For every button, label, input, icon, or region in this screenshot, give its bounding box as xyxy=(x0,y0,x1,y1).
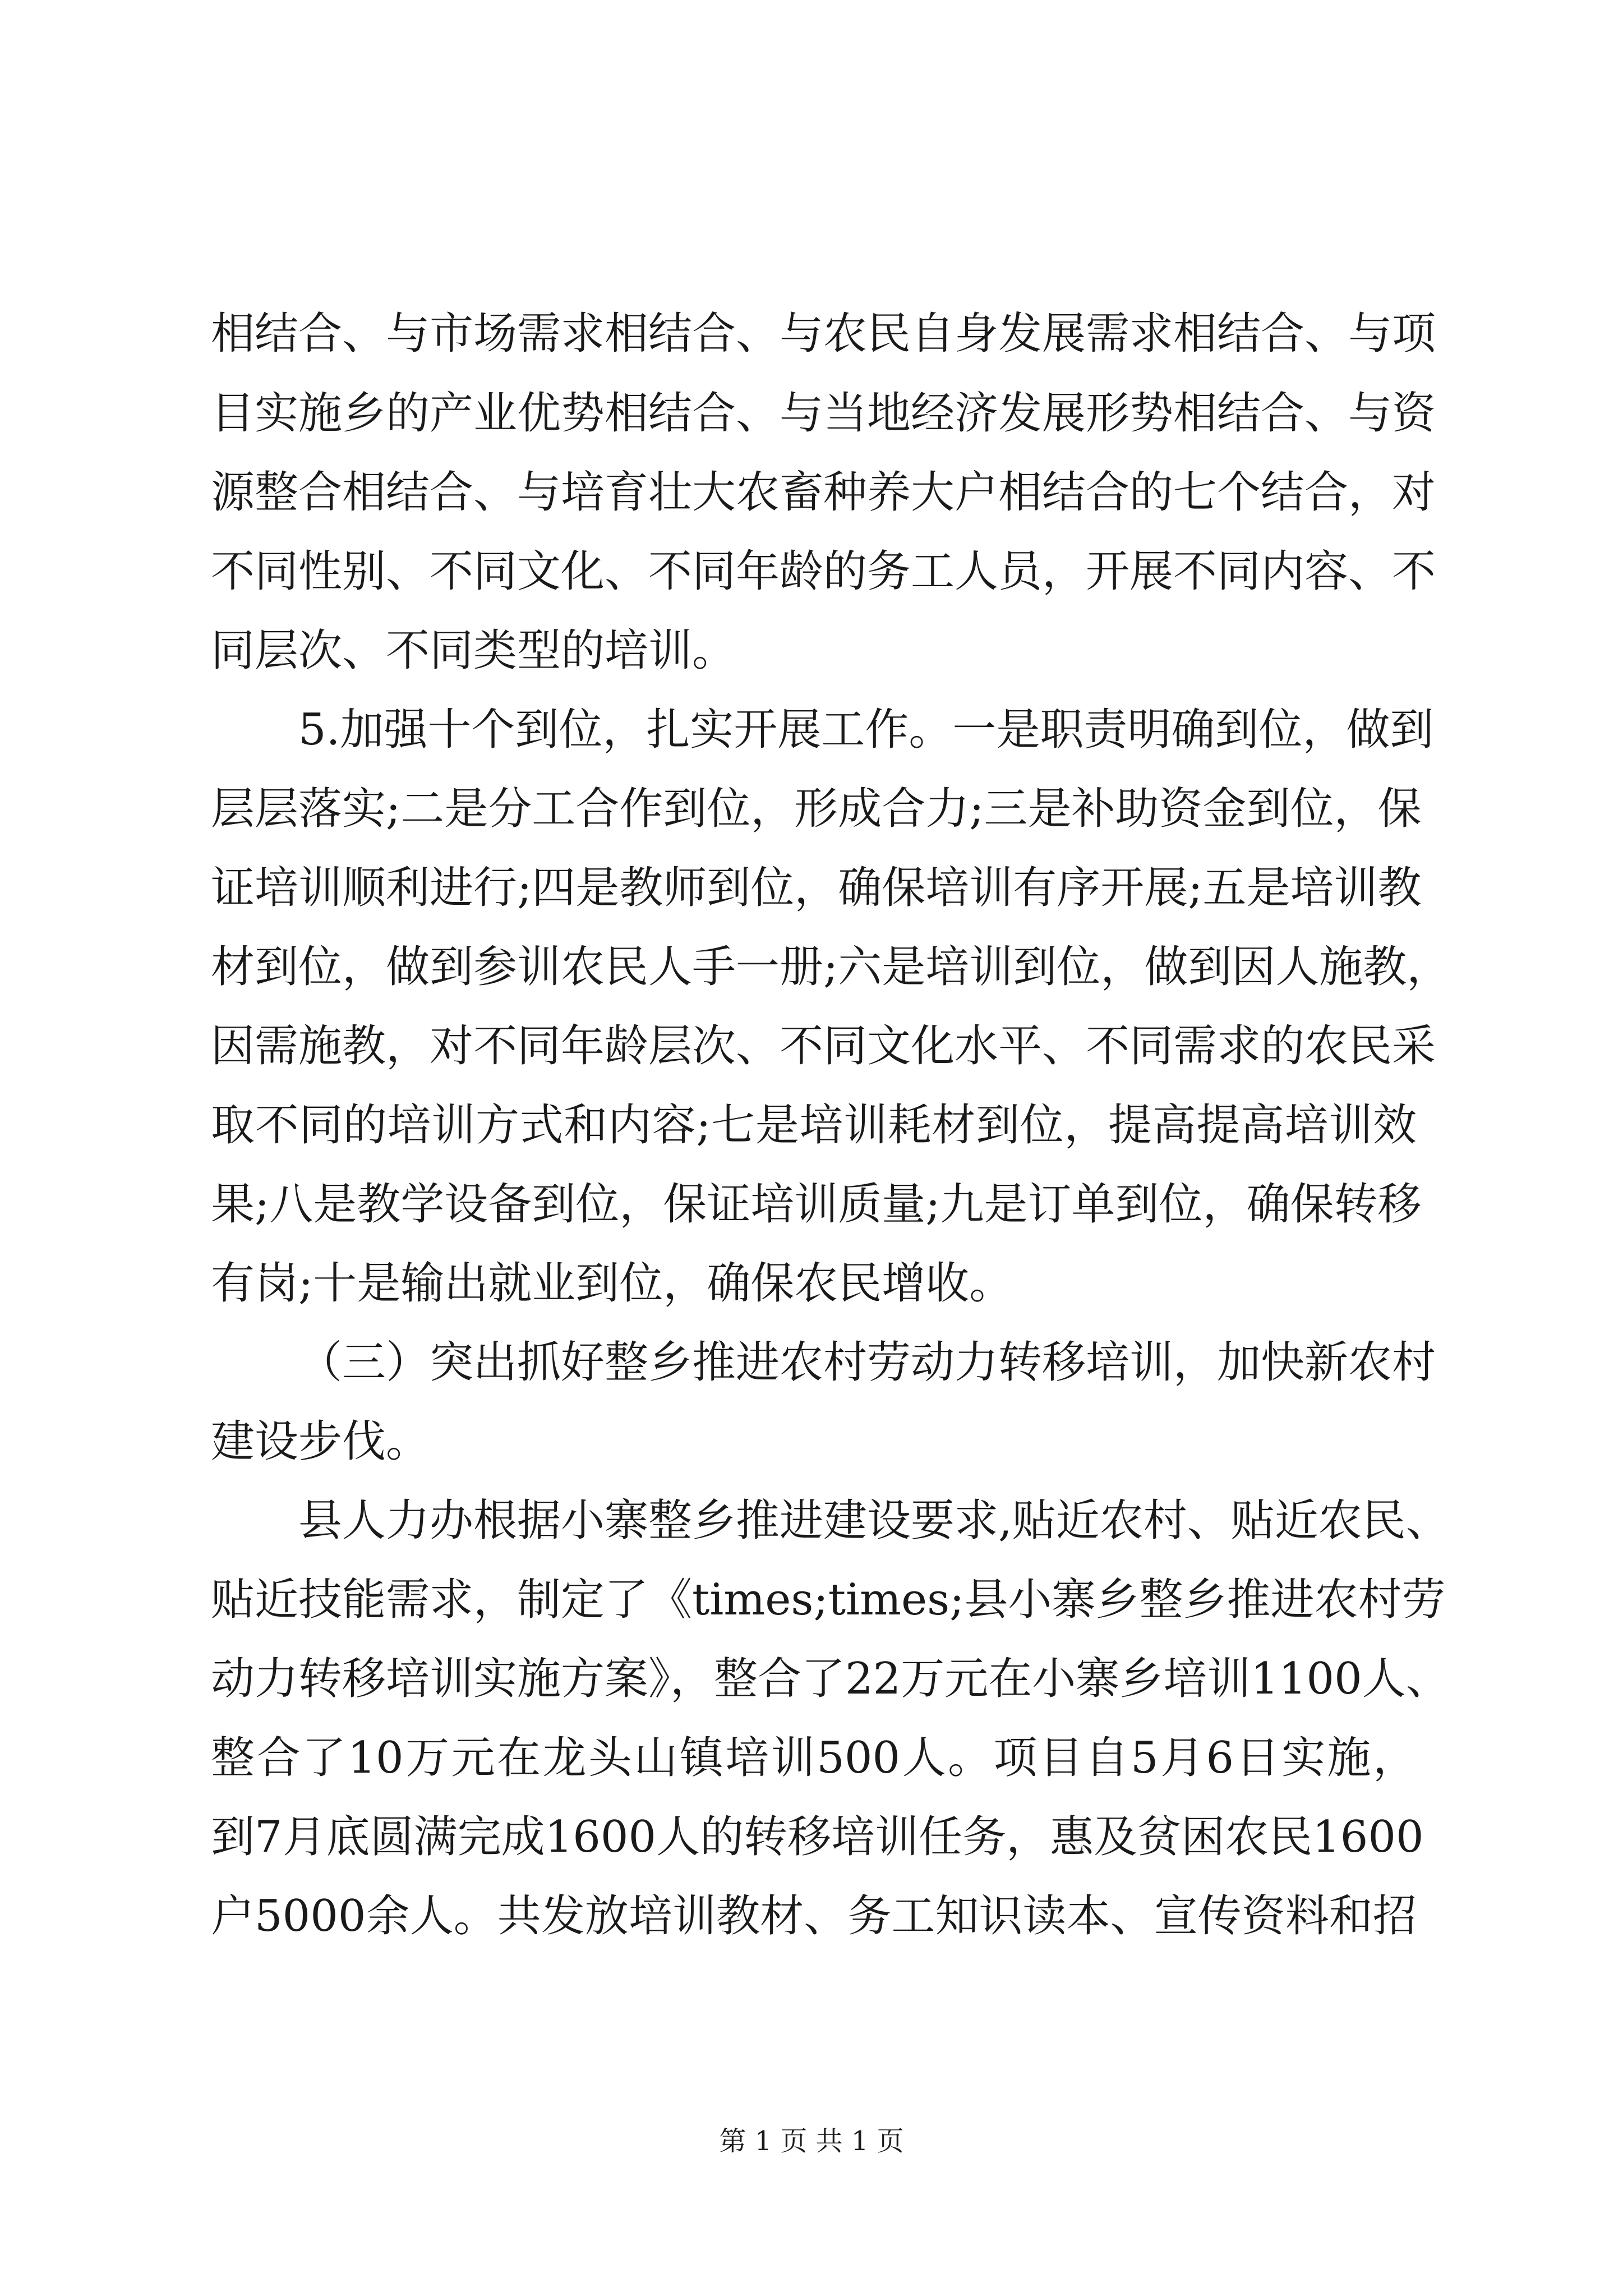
text-line-10: 因需施教，对不同年龄层次、不同文化水平、不同需求的农民采 xyxy=(211,1021,1436,1071)
text-line-20: 到7月底圆满完成1600人的转移培训任务，惠及贫困农民1600 xyxy=(211,1812,1424,1862)
text-line-16: 县人力办根据小寨整乡推进建设要求,贴近农村、贴近农民、 xyxy=(298,1496,1450,1546)
text-line-8: 证培训顺利进行;四是教师到位，确保培训有序开展;五是培训教 xyxy=(211,863,1422,913)
text-line-14: （三）突出抓好整乡推进农村劳动力转移培训，加快新农村 xyxy=(298,1337,1436,1388)
text-line-17: 贴近技能需求，制定了《times;times;县小寨乡整乡推进农村劳 xyxy=(211,1575,1446,1625)
text-line-6: 5.加强十个到位，扎实开展工作。一是职责明确到位，做到 xyxy=(298,705,1434,755)
text-line-19: 整合了10万元在龙头山镇培训500人。项目自5月6日实施， xyxy=(211,1733,1417,1783)
text-line-13: 有岗;十是输出就业到位，确保农民增收。 xyxy=(211,1258,1013,1309)
text-line-9: 材到位，做到参训农民人手一册;六是培训到位，做到因人施教， xyxy=(211,942,1451,992)
text-line-7: 层层落实;二是分工合作到位，形成合力;三是补助资金到位，保 xyxy=(211,784,1422,834)
page-footer: 第 1 页 共 1 页 xyxy=(719,2125,904,2157)
text-line-12: 果;八是教学设备到位，保证培训质量;九是订单到位，确保转移 xyxy=(211,1179,1422,1230)
text-line-5: 同层次、不同类型的培训。 xyxy=(211,625,736,676)
text-line-2: 目实施乡的产业优势相结合、与当地经济发展形势相结合、与资 xyxy=(211,388,1436,439)
text-line-18: 动力转移培训实施方案》，整合了22万元在小寨乡培训1100人、 xyxy=(211,1654,1450,1704)
text-line-11: 取不同的培训方式和内容;七是培训耗材到位，提高提高培训效 xyxy=(211,1100,1417,1151)
text-line-3: 源整合相结合、与培育壮大农畜种养大户相结合的七个结合，对 xyxy=(211,467,1436,518)
text-line-1: 相结合、与市场需求相结合、与农民自身发展需求相结合、与项 xyxy=(211,309,1436,359)
text-line-21: 户5000余人。共发放培训教材、务工知识读本、宣传资料和招 xyxy=(211,1891,1417,1941)
text-line-4: 不同性别、不同文化、不同年龄的务工人员，开展不同内容、不 xyxy=(211,546,1436,597)
text-line-15: 建设步伐。 xyxy=(211,1416,430,1467)
